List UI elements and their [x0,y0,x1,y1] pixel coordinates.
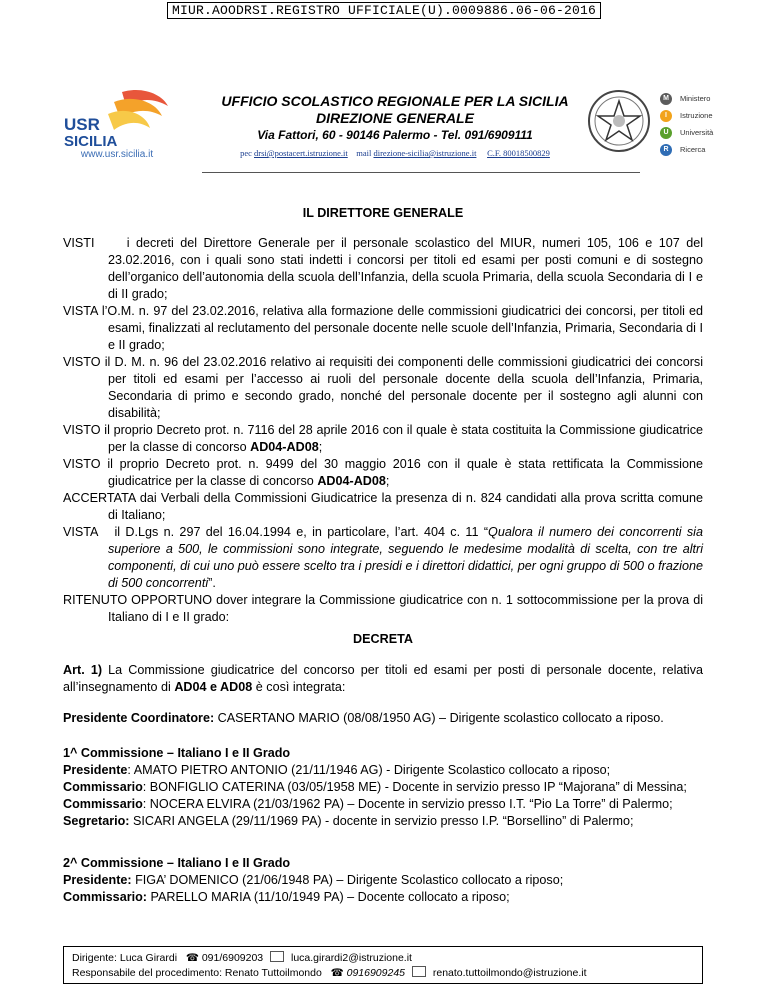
member-row [63,779,703,796]
mail-link[interactable]: direzione-sicilia@istruzione.it [373,148,477,158]
role-label: Presidente: [63,873,132,887]
member-row [63,762,703,779]
role-label: Commissario [63,780,143,794]
fiscal-code: C.F. 80018500829 [487,148,550,158]
republic-emblem-icon [585,87,653,155]
commission-1 [63,745,703,830]
footer-dirigente: Dirigente: Luca Girardi [72,952,178,964]
premises [63,235,703,626]
premise-keyword: VISTO [63,423,101,437]
role-sep: : [142,797,150,811]
mail-icon [270,951,284,962]
miur-row [660,141,740,158]
premise-tail: ; [318,440,323,454]
logo-text-usr: USR [64,115,100,134]
member-text: AMATO PIETRO ANTONIO (21/11/1946 AG) - Dirigente Scolastico collocato a riposo; [133,763,611,777]
premise-quote: Qualora il numero dei concorrenti sia superiore a 500, le commissioni sono integrate, seguendo le medesime modalità di scelta, con tre altri componenti, di cui uno può essere scelto tra i presidi e i direttori didattici, per ogni gruppo di 500 o frazione di 500 concorrenti [108,525,703,590]
miur-legend [660,90,740,158]
decreta-section [63,631,703,648]
premise-vista-dlgs [63,524,703,592]
footer-responsabile: Responsabile del procedimento: Renato Tuttoilmondo [72,967,322,979]
member-text: SICARI ANGELA (29/11/1969 PA) - docente in servizio presso I.P. “Borsellino” di Palermo; [133,814,634,828]
article-text: La Commissione giudicatrice del concorso per titoli ed esami per posti di personale docente, relativa all’insegnamento di [63,663,703,694]
miur-label: Istruzione [680,111,713,120]
premise-visto-dm [63,354,703,422]
role-label: Commissario [63,797,143,811]
footer-email[interactable]: renato.tuttoilmondo@istruzione.it [432,967,587,979]
decreta-heading: DECRETA [353,632,413,646]
miur-r-icon: R [660,144,672,156]
premise-text: il D.Lgs n. 297 del 16.04.1994 e, in particolare, l’art. 404 c. 11 “ [114,525,489,539]
role-sep: : [142,780,150,794]
miur-m-icon: M [660,93,672,105]
premise-text: i decreti del Direttore Generale per il personale scolastico del MIUR, numeri 105, 106 e 107 del 23.02.2016, con i quali sono stati indetti i concorsi per titoli ed esami per posti comuni e di sostegno dell’organico dell’autonomia della scuola dell’Infanzia, della scuola Primaria, della scuola Secondaria di I e di II grado; [108,236,704,301]
footer-contacts [63,946,703,984]
premise-visti [63,235,703,303]
premise-vista-om [63,303,703,354]
premise-text: il proprio Decreto prot. n. 9499 del 30 maggio 2016 con il quale è stata rettificata la Commissione giudicatrice per la classe di concorso [107,457,703,488]
class-code: AD04-AD08 [317,474,386,488]
member-row [63,889,703,906]
member-text: PARELLO MARIA (11/10/1949 PA) – Docente collocato a riposo; [150,890,510,904]
premise-keyword: VISTA [63,304,98,318]
office-address: Via Fattori, 60 - 90146 Palermo - Tel. 091/6909111 [257,128,533,142]
premise-ritenuto: RITENUTO OPPORTUNO dover integrare la Commissione giudicatrice con n. 1 sottocommissione per la prova di Italiano di I e II grado: [63,593,703,624]
logo-url[interactable]: www.usr.sicilia.it [80,149,154,160]
director-heading: IL DIRETTORE GENERALE [302,206,464,220]
role-label: Segretario: [63,814,130,828]
article-classes: AD04 e AD08 [174,680,253,694]
member-row [63,813,703,830]
premise-keyword: VISTO [63,355,101,369]
article-tail: è così integrata: [252,680,346,694]
footer-line-responsabile [72,966,694,981]
direction-title: DIREZIONE GENERALE [316,110,474,126]
footer-phone: 091/6909203 [201,952,264,964]
member-row [63,872,703,889]
miur-label: Università [680,128,714,137]
miur-row [660,124,740,141]
role-label: Commissario: [63,890,147,904]
protocol-stamp-text: MIUR.AOODRSI.REGISTRO UFFICIALE(U).0009886.06-06-2016 [167,2,601,19]
miur-row [660,107,740,124]
role-label: Presidente [63,763,128,777]
premise-keyword: VISTI [63,236,95,250]
member-text: CASERTANO MARIO (08/08/1950 AG) – Dirigente scolastico collocato a riposo. [214,711,664,725]
premise-text: l’O.M. n. 97 del 23.02.2016, relativa alla formazione delle commissioni giudicatrici dei concorsi, per titoli ed esami, finalizzati al reclutamento del personale docente nelle scuole dell’Infanzia, Primaria, Secondaria di I e II grado; [101,304,704,352]
premise-keyword: VISTA [63,525,99,539]
pec-label: pec [240,148,252,158]
pec-link[interactable]: drsi@postacert.istruzione.it [254,148,348,158]
office-contacts [160,148,630,158]
premise-text: il D. M. n. 96 del 23.02.2016 relativo ai requisiti dei componenti delle commissioni giudicatrici dei concorsi per titoli ed esami per l’accesso ai ruoli del personale docente della scuola dell’Infanzia, Primaria, Secondaria di primo e secondo grado, nonché del personale docente per il sostegno agli alunni con disabilità; [104,355,703,420]
premise-keyword: VISTO [63,457,101,471]
miur-i-icon: I [660,110,672,122]
header-divider [202,172,640,173]
article-label: Art. 1) [63,663,103,677]
member-text: FIGA’ DOMENICO (21/06/1948 PA) – Dirigente Scolastico collocato a riposo; [135,873,564,887]
role-label: Presidente Coordinatore: [63,711,215,725]
commission-title: 1^ Commissione – Italiano I e II Grado [63,746,291,760]
miur-label: Ministero [680,94,711,103]
footer-email[interactable]: luca.girardi2@istruzione.it [291,952,412,964]
article-1 [63,662,703,696]
miur-label: Ricerca [680,145,706,154]
document-title [63,205,703,222]
footer-phone: 0916909245 [346,967,406,979]
role-sep: : [127,763,134,777]
president-coordinator [63,710,703,727]
premise-tail: ”. [208,576,216,590]
miur-row [660,90,740,107]
miur-u-icon: U [660,127,672,139]
protocol-stamp [0,3,768,18]
premise-tail: ; [385,474,390,488]
class-code: AD04-AD08 [250,440,319,454]
footer-line-dirigente [72,951,694,966]
premise-text: il proprio Decreto prot. n. 7116 del 28 aprile 2016 con il quale è stata costituita la Commissione giudicatrice per la classe di concorso [104,423,703,454]
commission-title: 2^ Commissione – Italiano I e II Grado [63,856,291,870]
phone-icon: ☎ [185,952,199,964]
logo-text-sicilia: SICILIA [64,133,118,150]
member-text: NOCERA ELVIRA (21/03/1962 PA) – Docente in servizio presso I.T. “Pio La Torre” di Palermo; [149,797,673,811]
premise-visto-decree-9499 [63,456,703,490]
member-text: BONFIGLIO CATERINA (03/05/1958 ME) - Docente in servizio presso IP “Majorana” di Messina; [149,780,687,794]
premise-accertata: ACCERTATA dai Verbali della Commissioni Giudicatrice la presenza di n. 824 candidati alla prova scritta comune di Italiano; [63,491,703,522]
phone-icon: ☎ [330,967,344,979]
office-title: UFFICIO SCOLASTICO REGIONALE PER LA SICILIA [221,93,569,109]
mail-label: mail [356,148,372,158]
commission-2 [63,855,703,906]
premise-visto-decree-7116 [63,422,703,456]
member-row [63,796,703,813]
mail-icon [412,966,426,977]
